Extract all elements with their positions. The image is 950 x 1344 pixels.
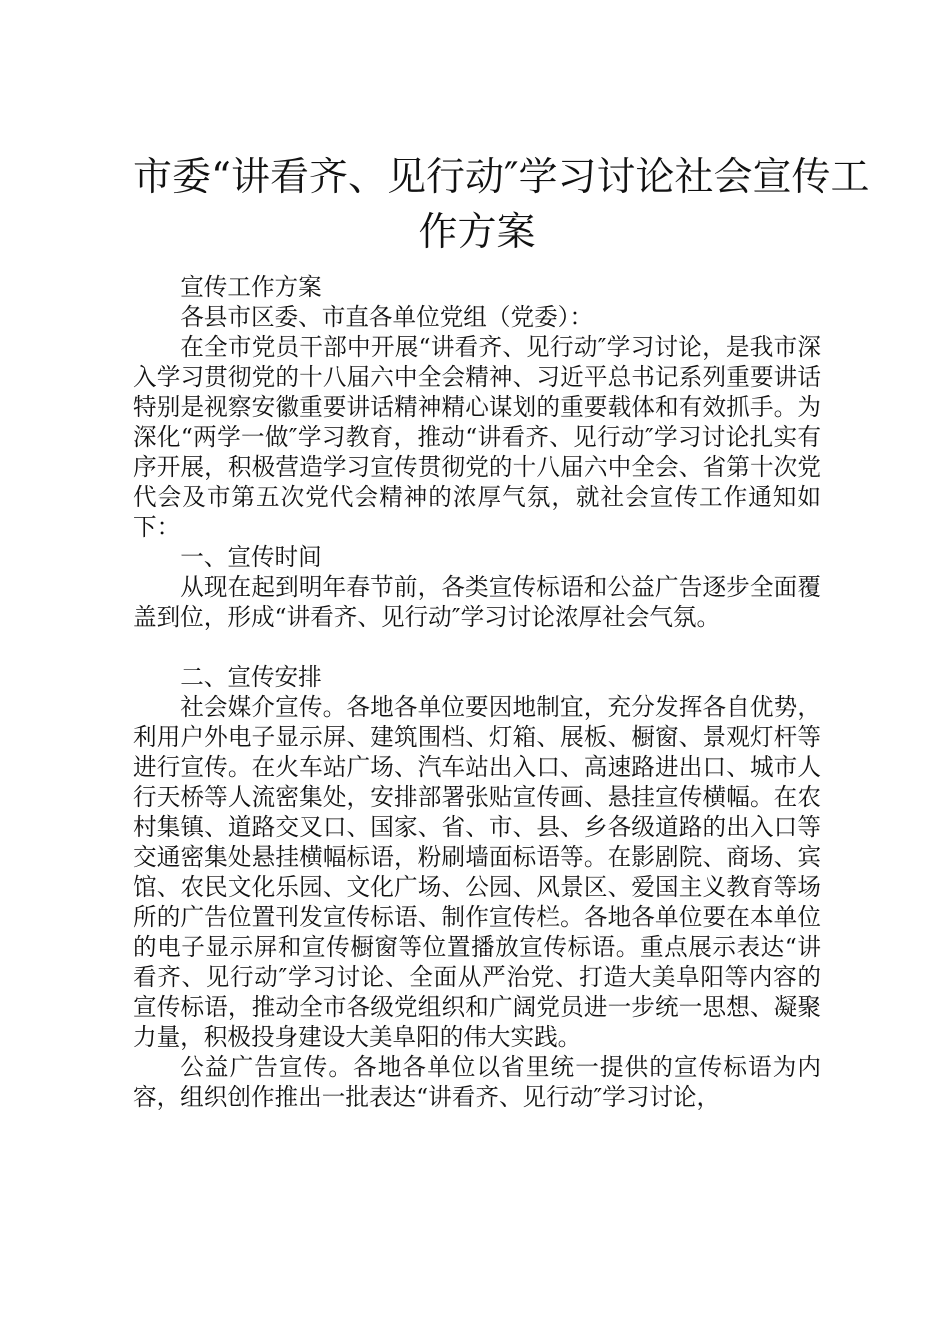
document-title [133, 150, 870, 260]
section-heading-time: 一、宣传时间 [180, 543, 322, 571]
paragraph-subtitle: 宣传工作方案 [180, 273, 322, 301]
paragraph-intro: 在全市党员干部中开展“讲看齐、见行动″学习讨论，是我市深入学习贯彻党的十八届六中全会精神、习近平总书记系列重要讲话特别是视察安徽重要讲话精神精心谋划的重要载体和有效抓手。为深化“两学一做″学习教育，推动“讲看齐、见行动″学习讨论扎实有序开展，积极营造学习宣传贯彻党的十八届六中全会、省第十次党代会及市第五次党代会精神的浓厚气氛，就社会宣传工作通知如下： [133, 333, 821, 541]
paragraph-media: 社会媒介宣传。各地各单位要因地制宜，充分发挥各自优势，利用户外电子显示屏、建筑围档、灯箱、展板、橱窗、景观灯杆等进行宣传。在火车站广场、汽车站出入口、高速路进出口、城市人行天桥等人流密集处，安排部署张贴宣传画、悬挂宣传横幅。在农村集镇、道路交叉口、国家、省、市、县、乡各级道路的出入口等交通密集处悬挂横幅标语，粉刷墙面标语等。在影剧院、商场、宾馆、农民文化乐园、文化广场、公园、风景区、爱国主义教育等场所的广告位置刊发宣传标语、制作宣传栏。各地各单位要在本单位的电子显示屏和宣传橱窗等位置播放宣传标语。重点展示表达“讲看齐、见行动″学习讨论、全面从严治党、打造大美阜阳等内容的宣传标语，推动全市各级党组织和广阔党员进一步统一思想、凝聚力量，积极投身建设大美阜阳的伟大实践。 [133, 693, 821, 1051]
paragraph-public-ads: 公益广告宣传。各地各单位以省里统一提供的宣传标语为内容，组织创作推出一批表达“讲看齐、见行动″学习讨论， [133, 1053, 821, 1111]
section-heading-arrangement: 二、宣传安排 [180, 663, 322, 691]
title-line-1: 市委“讲看齐、见行动″学习讨论社会宣传工 [133, 155, 870, 200]
title-line-2: 作方案 [418, 210, 536, 255]
document-body [133, 272, 821, 1112]
document-page [133, 150, 870, 1112]
paragraph-salutation: 各县市区委、市直各单位党组（党委）： [180, 303, 594, 331]
paragraph-time: 从现在起到明年春节前，各类宣传标语和公益广告逐步全面覆盖到位，形成“讲看齐、见行动″学习讨论浓厚社会气氛。 [133, 573, 821, 631]
